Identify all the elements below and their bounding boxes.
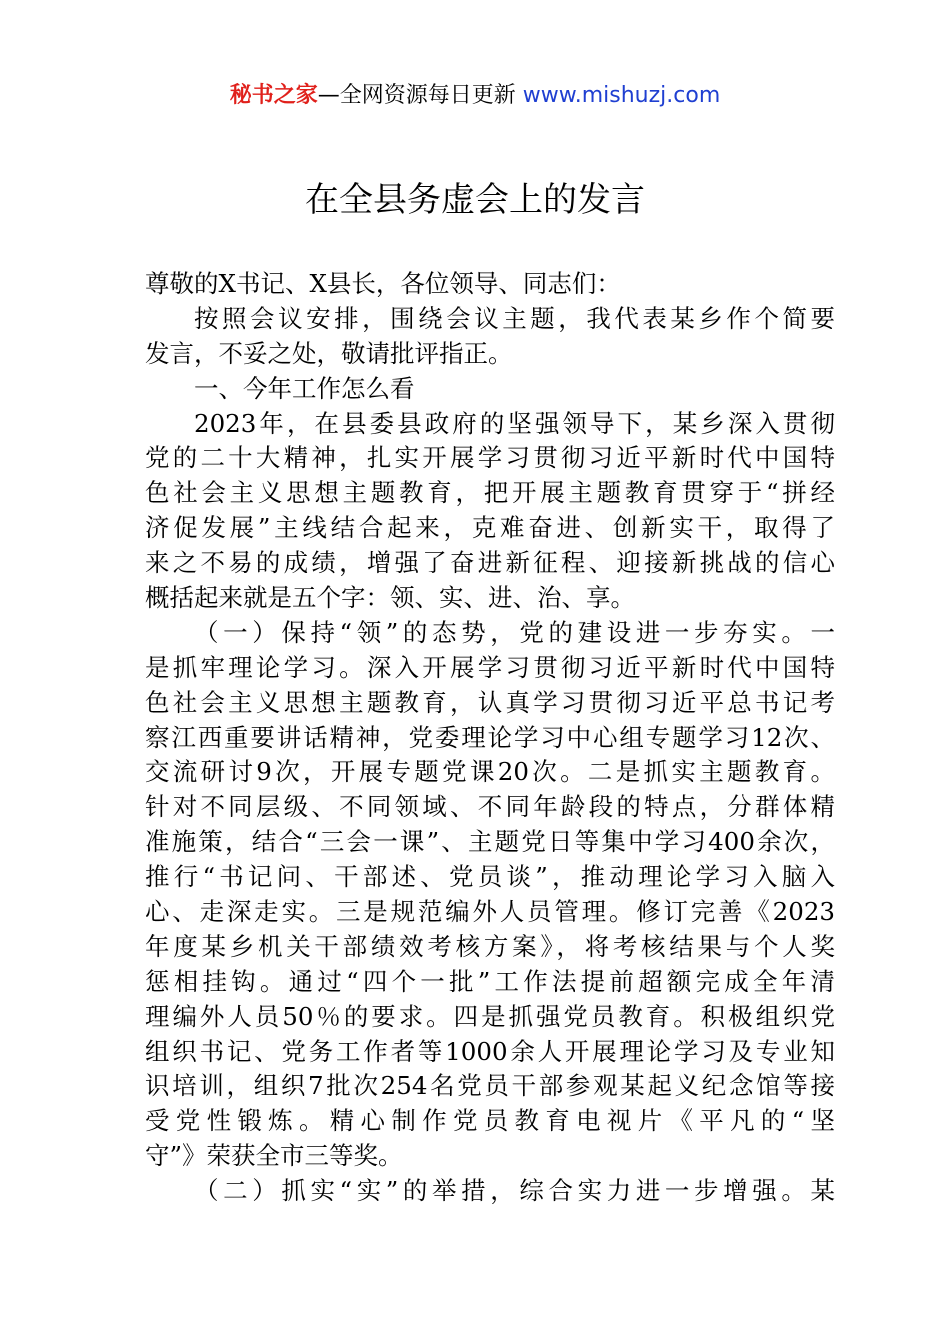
paragraph-line: 年度某乡机关干部绩效考核方案》，将考核结果与个人奖 bbox=[145, 931, 835, 961]
paragraph-line: 色社会主义思想主题教育，认真学习贯彻习近平总书记考 bbox=[145, 687, 835, 717]
paragraph-line: （一）保持“领”的态势，党的建设进一步夯实。一 bbox=[194, 617, 835, 647]
paragraph-line: 心、走深走实。三是规范编外人员管理。修订完善《2023 bbox=[145, 897, 835, 927]
paragraph-line: 发言，不妥之处，敬请批评指正。 bbox=[145, 338, 513, 368]
site-brand: 秘书之家 bbox=[229, 83, 318, 108]
site-header bbox=[0, 80, 950, 112]
paragraph-line: 针对不同层级、不同领域、不同年龄段的特点，分群体精 bbox=[145, 792, 835, 822]
paragraph-line: 组织书记、党务工作者等1000余人开展理论学习及专业知 bbox=[145, 1036, 835, 1066]
paragraph-line: 概括起来就是五个字：领、实、进、治、享。 bbox=[145, 583, 635, 613]
document-title: 在全县务虚会上的发言 bbox=[305, 180, 645, 220]
paragraph-line: 交流研讨9次，开展专题党课20次。二是抓实主题教育。 bbox=[145, 757, 835, 787]
paragraph-line: 识培训，组织7批次254名党员干部参观某起义纪念馆等接 bbox=[145, 1071, 835, 1101]
paragraph-line: 理编外人员50％的要求。四是抓强党员教育。积极组织党 bbox=[145, 1001, 835, 1031]
paragraph-line: 党的二十大精神，扎实开展学习贯彻习近平新时代中国特 bbox=[145, 443, 835, 473]
paragraph-line: 济促发展”主线结合起来，克难奋进、创新实干，取得了 bbox=[145, 513, 835, 543]
paragraph-line: 推行“书记问、干部述、党员谈”，推动理论学习入脑入 bbox=[145, 862, 835, 892]
paragraph-line: （二）抓实“实”的举措，综合实力进一步增强。某 bbox=[194, 1176, 835, 1206]
paragraph-line: 受党性锻炼。精心制作党员教育电视片《平凡的“坚 bbox=[145, 1106, 835, 1136]
section-heading: 一、今年工作怎么看 bbox=[194, 373, 415, 403]
paragraph-line: 按照会议安排，围绕会议主题，我代表某乡作个简要 bbox=[194, 303, 835, 333]
paragraph-line: 色社会主义思想主题教育，把开展主题教育贯穿于“拼经 bbox=[145, 478, 835, 508]
paragraph-line: 守”》荣获全市三等奖。 bbox=[145, 1141, 403, 1171]
salutation-line: 尊敬的X书记、X县长，各位领导、同志们： bbox=[145, 269, 621, 298]
paragraph-line: 来之不易的成绩，增强了奋进新征程、迎接新挑战的信心 bbox=[145, 548, 835, 578]
paragraph-line: 是抓牢理论学习。深入开展学习贯彻习近平新时代中国特 bbox=[145, 652, 835, 682]
document-body bbox=[145, 267, 835, 1209]
site-url-link[interactable]: www.mishuzj.com bbox=[522, 83, 721, 108]
paragraph-line: 惩相挂钩。通过“四个一批”工作法提前超额完成全年清 bbox=[145, 966, 835, 996]
paragraph-line: 准施策，结合“三会一课”、主题党日等集中学习400余次， bbox=[145, 827, 835, 857]
paragraph-line: 2023年，在县委县政府的坚强领导下，某乡深入贯彻 bbox=[194, 408, 835, 438]
paragraph-line: 察江西重要讲话精神，党委理论学习中心组专题学习12次、 bbox=[145, 722, 835, 752]
site-tagline: —全网资源每日更新 bbox=[317, 83, 523, 108]
